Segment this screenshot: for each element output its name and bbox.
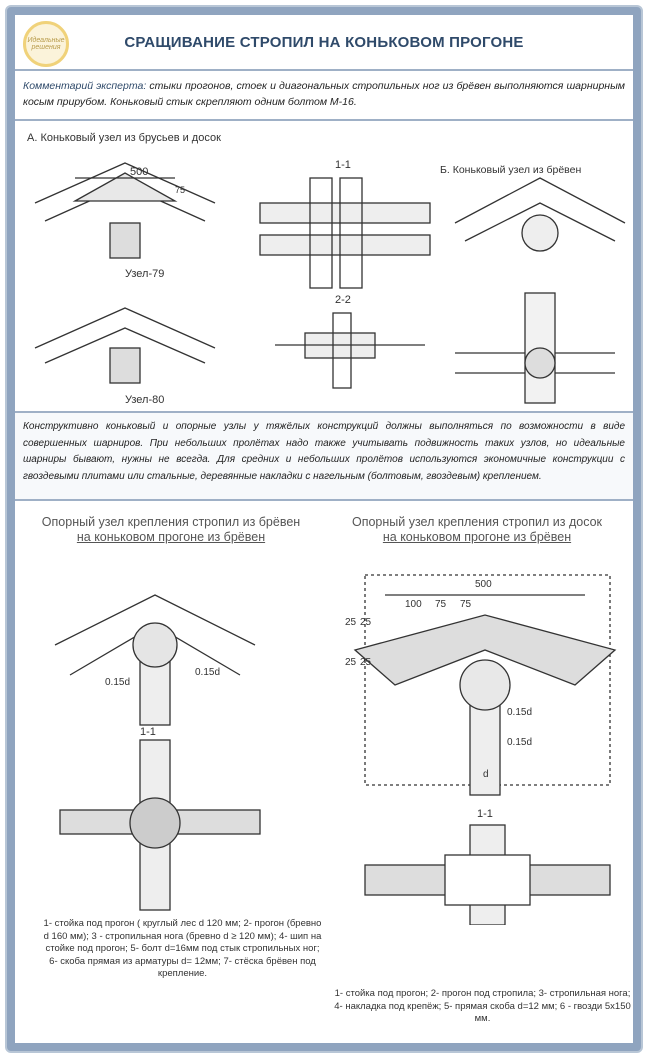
section-a-label: А. Коньковый узел из брусьев и досок: [27, 132, 221, 144]
dim-015d-r2: 0.15d: [507, 737, 533, 748]
bottom-right-title: Опорный узел крепления стропил из досок на коньковом прогоне из брёвен: [351, 515, 603, 544]
dim-100: 100: [405, 599, 422, 610]
dim-500: 500: [130, 166, 149, 178]
dim-75-a: 75: [435, 599, 447, 610]
node80-label: Узел-80: [125, 394, 165, 406]
explanation-paragraph: Конструктивно коньковый и опорные узлы у тяжёлых конструкций должны выполняться по возможности в виде совершенных шарниров. При небольших пролётах надо также учитывать подвижность таких узлов, но идеальные шарниры бывают, нужны не всегда. Для средних и небольших пролётов используются экономичные конструкции с гвоздевыми плитами или стальные, деревянные накладки с нагельным (болтовым, гвоздевым) креплением.: [15, 411, 633, 501]
node79-label: Узел-79: [125, 268, 165, 280]
cut-2-2-label: 2-2: [335, 294, 351, 306]
bottom-left-caption: 1- стойка под прогон ( круглый лес d 120 мм; 2- прогон (бревно d 160 мм); 3 - стропильная нога (бревно d ≥ 120 мм); 4- шип на стойке под прогон; 5- болт d=16мм под стык стропильных ног; 6- скоба прямая из арматуры d= 12мм; 7- стёска брёвен под крепление.: [43, 918, 322, 979]
dim-015d-r1: 0.15d: [507, 707, 533, 718]
bottom-right-caption: 1- стойка под прогон; 2- прогон под стропила; 3- стропильная нога; 4- накладка под крепёж; 5- прямая скоба d=12 мм; 6 - гвозди 5х150 мм.: [334, 988, 631, 1024]
dim-75: 75: [175, 185, 186, 195]
dim-500-right: 500: [475, 579, 492, 590]
dim-d: d: [483, 769, 489, 780]
header: [15, 15, 633, 71]
logo: Идеальные решения: [23, 21, 69, 67]
dim-25-b: 25: [360, 617, 372, 628]
top-diagrams: [15, 123, 639, 409]
dim-015d-left-2: 0.15d: [105, 677, 131, 688]
cut-left-1-1: 1-1: [140, 726, 156, 738]
expert-comment: [15, 73, 633, 121]
dim-75-b: 75: [460, 599, 472, 610]
page-frame: [5, 5, 643, 1053]
dim-25-a: 25: [345, 617, 357, 628]
cut-right-1-1: 1-1: [477, 808, 493, 820]
bottom-left-title: Опорный узел крепления стропил из брёвен на коньковом прогоне из брёвен: [41, 515, 301, 544]
dim-25-d: 25: [360, 657, 372, 668]
section-b-label: Б. Коньковый узел из брёвен: [440, 164, 582, 176]
cut-1-1-label: 1-1: [335, 159, 351, 171]
comment-text: стыки прогонов, стоек и диагональных стропильных ног из брёвен выполняются шарнирным косым прирубом. Коньковый стык скрепляют одним болтом М-16.: [23, 80, 625, 108]
page-title: СРАЩИВАНИЕ СТРОПИЛ НА КОНЬКОВОМ ПРОГОНЕ: [124, 33, 524, 51]
comment-label: Комментарий эксперта:: [23, 80, 147, 92]
dim-015d-left-1: 0.15d: [195, 667, 221, 678]
content-panel: [15, 15, 633, 1043]
dim-25-c: 25: [345, 657, 357, 668]
bottom-diagrams: [15, 555, 639, 925]
